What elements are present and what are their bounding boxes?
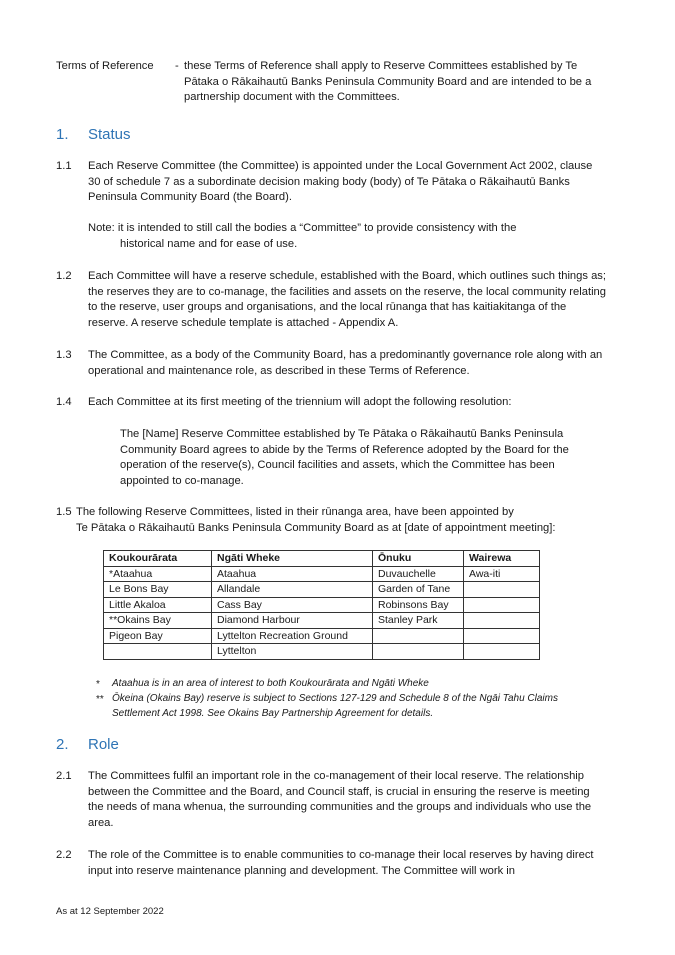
cell [464,613,540,629]
para-text: Each Reserve Committee (the Committee) is appointed under the Local Government Act 2002, clause 30 of schedule 7 as a subordinate decision making body (body) of Te Pātaka o Rākaihautū Banks Peninsula Community Board (the Board). [88,160,593,204]
footnote-mark: ** [96,694,104,705]
cell: Lyttelton [212,644,373,660]
note-line2: historical name and for ease of use. [120,237,298,250]
para-line2: Te Pātaka o Rākaihautū Banks Peninsula Community Board as at [date of appointment meeting]: [76,521,556,534]
col-header: Koukourārata [104,551,212,567]
para-text: The Committee, as a body of the Community Board, has a predominantly governance role along with an operational and maintenance role, as described in these Terms of Reference. [88,349,603,377]
cell: Stanley Park [373,613,464,629]
cell [464,644,540,660]
footnote-text [112,692,612,721]
cell: Little Akaloa [104,597,212,613]
cell: Duvauchelle [373,566,464,582]
col-header: Wairewa [464,551,540,567]
cell [464,597,540,613]
cell: Pigeon Bay [104,628,212,644]
cell: Robinsons Bay [373,597,464,613]
reserves-table [103,550,540,660]
resolution-text: The [Name] Reserve Committee established by Te Pātaka o Rākaihautū Banks Peninsula Community Board agrees to abide by the Terms of Reference adopted by the Board for the operation of the reserve(s), Council facilities and assets, which the Committee has been appointed to co-manage. [120,428,569,487]
cell [373,644,464,660]
para-number: 1.2 [56,270,72,282]
cell: Cass Bay [212,597,373,613]
cell: Garden of Tane [373,582,464,598]
para-text [76,505,636,536]
cell [104,644,212,660]
table-row [104,628,540,644]
table-row [104,582,540,598]
footnote-mark: * [96,679,100,690]
para-text: Each Committee at its first meeting of the triennium will adopt the following resolution: [88,396,512,408]
section-title: Role [88,736,119,753]
para-number: 1.1 [56,160,72,172]
page-footer: As at 12 September 2022 [56,906,164,917]
cell [464,628,540,644]
cell: Diamond Harbour [212,613,373,629]
cell [464,582,540,598]
para-text: The role of the Committee is to enable communities to co-manage their local reserves by having direct input into reserve maintenance planning and development. The Committee will work in [88,849,594,877]
para-number: 1.5 [56,506,72,518]
col-header: Ngāti Wheke [212,551,373,567]
note-line1: Note: it is intended to still call the bodies a “Committee” to provide consistency with the [88,222,517,234]
table-row [104,613,540,629]
cell: *Ataahua [104,566,212,582]
footnote-text: Ataahua is in an area of interest to both Koukourārata and Ngāti Wheke [112,678,429,689]
para-number: 1.4 [56,396,72,408]
cell: Le Bons Bay [104,582,212,598]
section-number: 2. [56,736,69,753]
intro-text: these Terms of Reference shall apply to Reserve Committees established by Te Pātaka o Rākaihautū Banks Peninsula Community Board and are intended to be a partnership document with the Committees. [184,60,592,104]
cell: **Okains Bay [104,613,212,629]
footnote-line1: Ōkeina (Okains Bay) reserve is subject to Sections 127-129 and Schedule 8 of the Ngāi Tahu Claims [112,693,558,704]
footnote-line2: Settlement Act 1998. See Okains Bay Partnership Agreement for details. [112,707,434,719]
note [88,221,608,252]
table-header-row [104,551,540,567]
para-number: 2.1 [56,770,72,782]
para-number: 1.3 [56,349,72,361]
para-number: 2.2 [56,849,72,861]
section-number: 1. [56,126,69,143]
para-text: The Committees fulfil an important role in the co-management of their local reserve. The relationship between the Committee and the Board, and Council staff, is crucial in ensuring the reserve is meeting the needs of mana whenua, the surrounding communities and the groups and individuals who use the area. [88,770,592,829]
para-text: Each Committee will have a reserve schedule, established with the Board, which outlines such things as; the reserves they are to co-manage, the facilities and assets on the reserve, the local community relating to the reserve, user groups and organisations, and the local rūnanga that has kaitiakitanga of the reserve. A reserve schedule template is attached - Appendix A. [88,270,607,329]
col-header: Ōnuku [373,551,464,567]
table-row [104,644,540,660]
cell: Lyttelton Recreation Ground [212,628,373,644]
table-row [104,597,540,613]
section-title: Status [88,126,131,143]
cell: Awa-iti [464,566,540,582]
intro-dash: - [175,60,179,72]
cell: Ataahua [212,566,373,582]
cell [373,628,464,644]
para-line1: The following Reserve Committees, listed in their rūnanga area, have been appointed by [76,506,514,518]
cell: Allandale [212,582,373,598]
table-row [104,566,540,582]
intro-label: Terms of Reference [56,60,154,72]
